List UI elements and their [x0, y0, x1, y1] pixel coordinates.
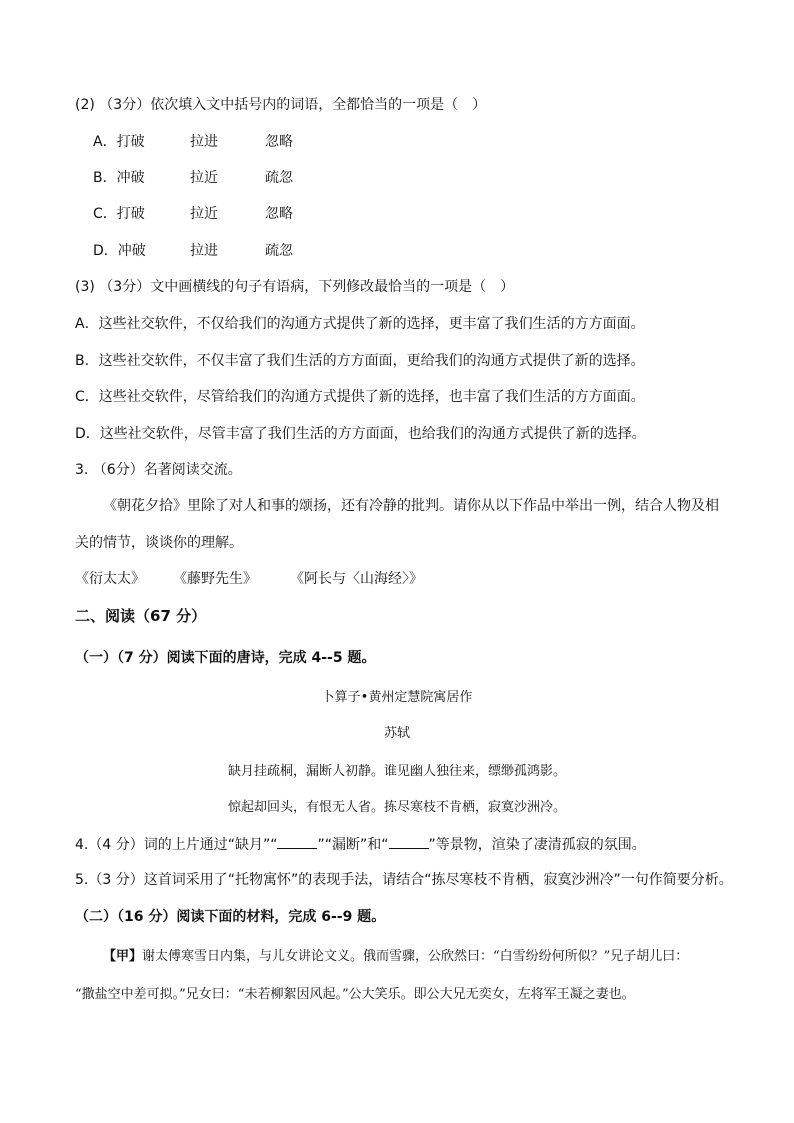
part2-heading: （二）（16 分）阅读下面的材料，完成 6--9 题。 — [75, 909, 386, 925]
option-label: B．冲破 — [93, 170, 145, 186]
q2-stem: (2) （3分）依次填入文中括号内的词语，全都恰当的一项是（ ） — [75, 97, 487, 113]
option-word: 忽略 — [265, 206, 293, 222]
option-word: 忽略 — [265, 134, 293, 150]
q3-option-d: D．这些社交软件，尽管丰富了我们生活的方方面面，也给我们的沟通方式提供了新的选择。 — [75, 426, 646, 442]
question-5: 5.（3 分）这首词采用了“托物寓怀”的表现手法，请结合“拣尽寒枝不肯栖，寂寞沙洲冷”一句作简要分析。 — [75, 872, 733, 888]
option-word: 拉进 — [190, 243, 218, 259]
passage-tag: 【甲】 — [103, 949, 143, 964]
option-word: 拉进 — [190, 134, 218, 150]
classics-paragraph-1: 《朝花夕拾》里除了对人和事的颂扬，还有冷静的批判。请你从以下作品中举出一例，结合人物及相 — [103, 498, 719, 514]
classics-paragraph-2: 关的情节，谈谈你的理解。 — [75, 535, 243, 551]
poem-line-1: 缺月挂疏桐，漏断人初静。谁见幽人独往来，缥缈孤鸿影。 — [227, 764, 566, 779]
part1-text: （一）（7 分）阅读下面的唐诗，完成 4--5 题。 — [75, 650, 376, 666]
q3-stem: (3) （3分）文中画横线的句子有语病，下列修改最恰当的一项是（ ） — [75, 279, 515, 295]
classics-question-title: 3. （6分）名著阅读交流。 — [75, 462, 242, 478]
work-item: 《阿长与〈山海经〉》 — [290, 571, 423, 587]
option-label: D．冲破 — [93, 243, 146, 259]
option-word: 疏忽 — [265, 170, 293, 186]
question-4 — [75, 834, 646, 855]
option-word: 疏忽 — [265, 243, 293, 259]
answer-blank[interactable] — [389, 834, 429, 849]
part1-heading — [75, 648, 375, 668]
q3-option-a: A．这些社交软件，不仅给我们的沟通方式提供了新的选择，更丰富了我们生活的方方面面。 — [75, 316, 645, 332]
passage-jia-line-1 — [75, 947, 688, 967]
work-item: 《衍太太》 — [75, 571, 145, 587]
option-label: A．打破 — [93, 134, 145, 150]
q3-option-c: C．这些社交软件，尽管给我们的沟通方式提供了新的选择，也丰富了我们生活的方方面面。 — [75, 389, 645, 405]
poem-title: 卜算子•黄州定慧院寓居作 — [321, 690, 473, 705]
answer-blank[interactable] — [277, 834, 317, 849]
q4-text-a: 4.（4 分）词的上片通过“缺月”“ — [75, 837, 278, 853]
poem-line-2: 惊起却回头，有恨无人省。拣尽寒枝不肯栖，寂寞沙洲冷。 — [227, 800, 566, 815]
q4-text-c: ”等景物，渲染了凄清孤寂的氛围。 — [428, 837, 646, 853]
option-word: 拉近 — [190, 206, 218, 222]
section-heading: 二、阅读（67 分） — [75, 607, 207, 625]
passage-text: 谢太傅寒雪日内集，与儿女讲论文义。俄而雪骤，公欣然曰：“白雪纷纷何所似？”兄子胡儿曰： — [142, 949, 689, 964]
option-label: C．打破 — [93, 206, 145, 222]
poem-author: 苏轼 — [383, 726, 410, 741]
passage-jia-line-2: “撒盐空中差可拟。”兄女曰：“未若柳絮因风起。”公大笑乐。即公大兄无奕女，左将军王凝之妻也。 — [75, 987, 635, 1002]
q3-option-b: B．这些社交软件，不仅丰富了我们生活的方方面面，更给我们的沟通方式提供了新的选择。 — [75, 353, 645, 369]
work-item: 《藤野先生》 — [173, 571, 257, 587]
option-word: 拉近 — [190, 170, 218, 186]
q4-text-b: ”“漏断”和“ — [317, 837, 389, 853]
